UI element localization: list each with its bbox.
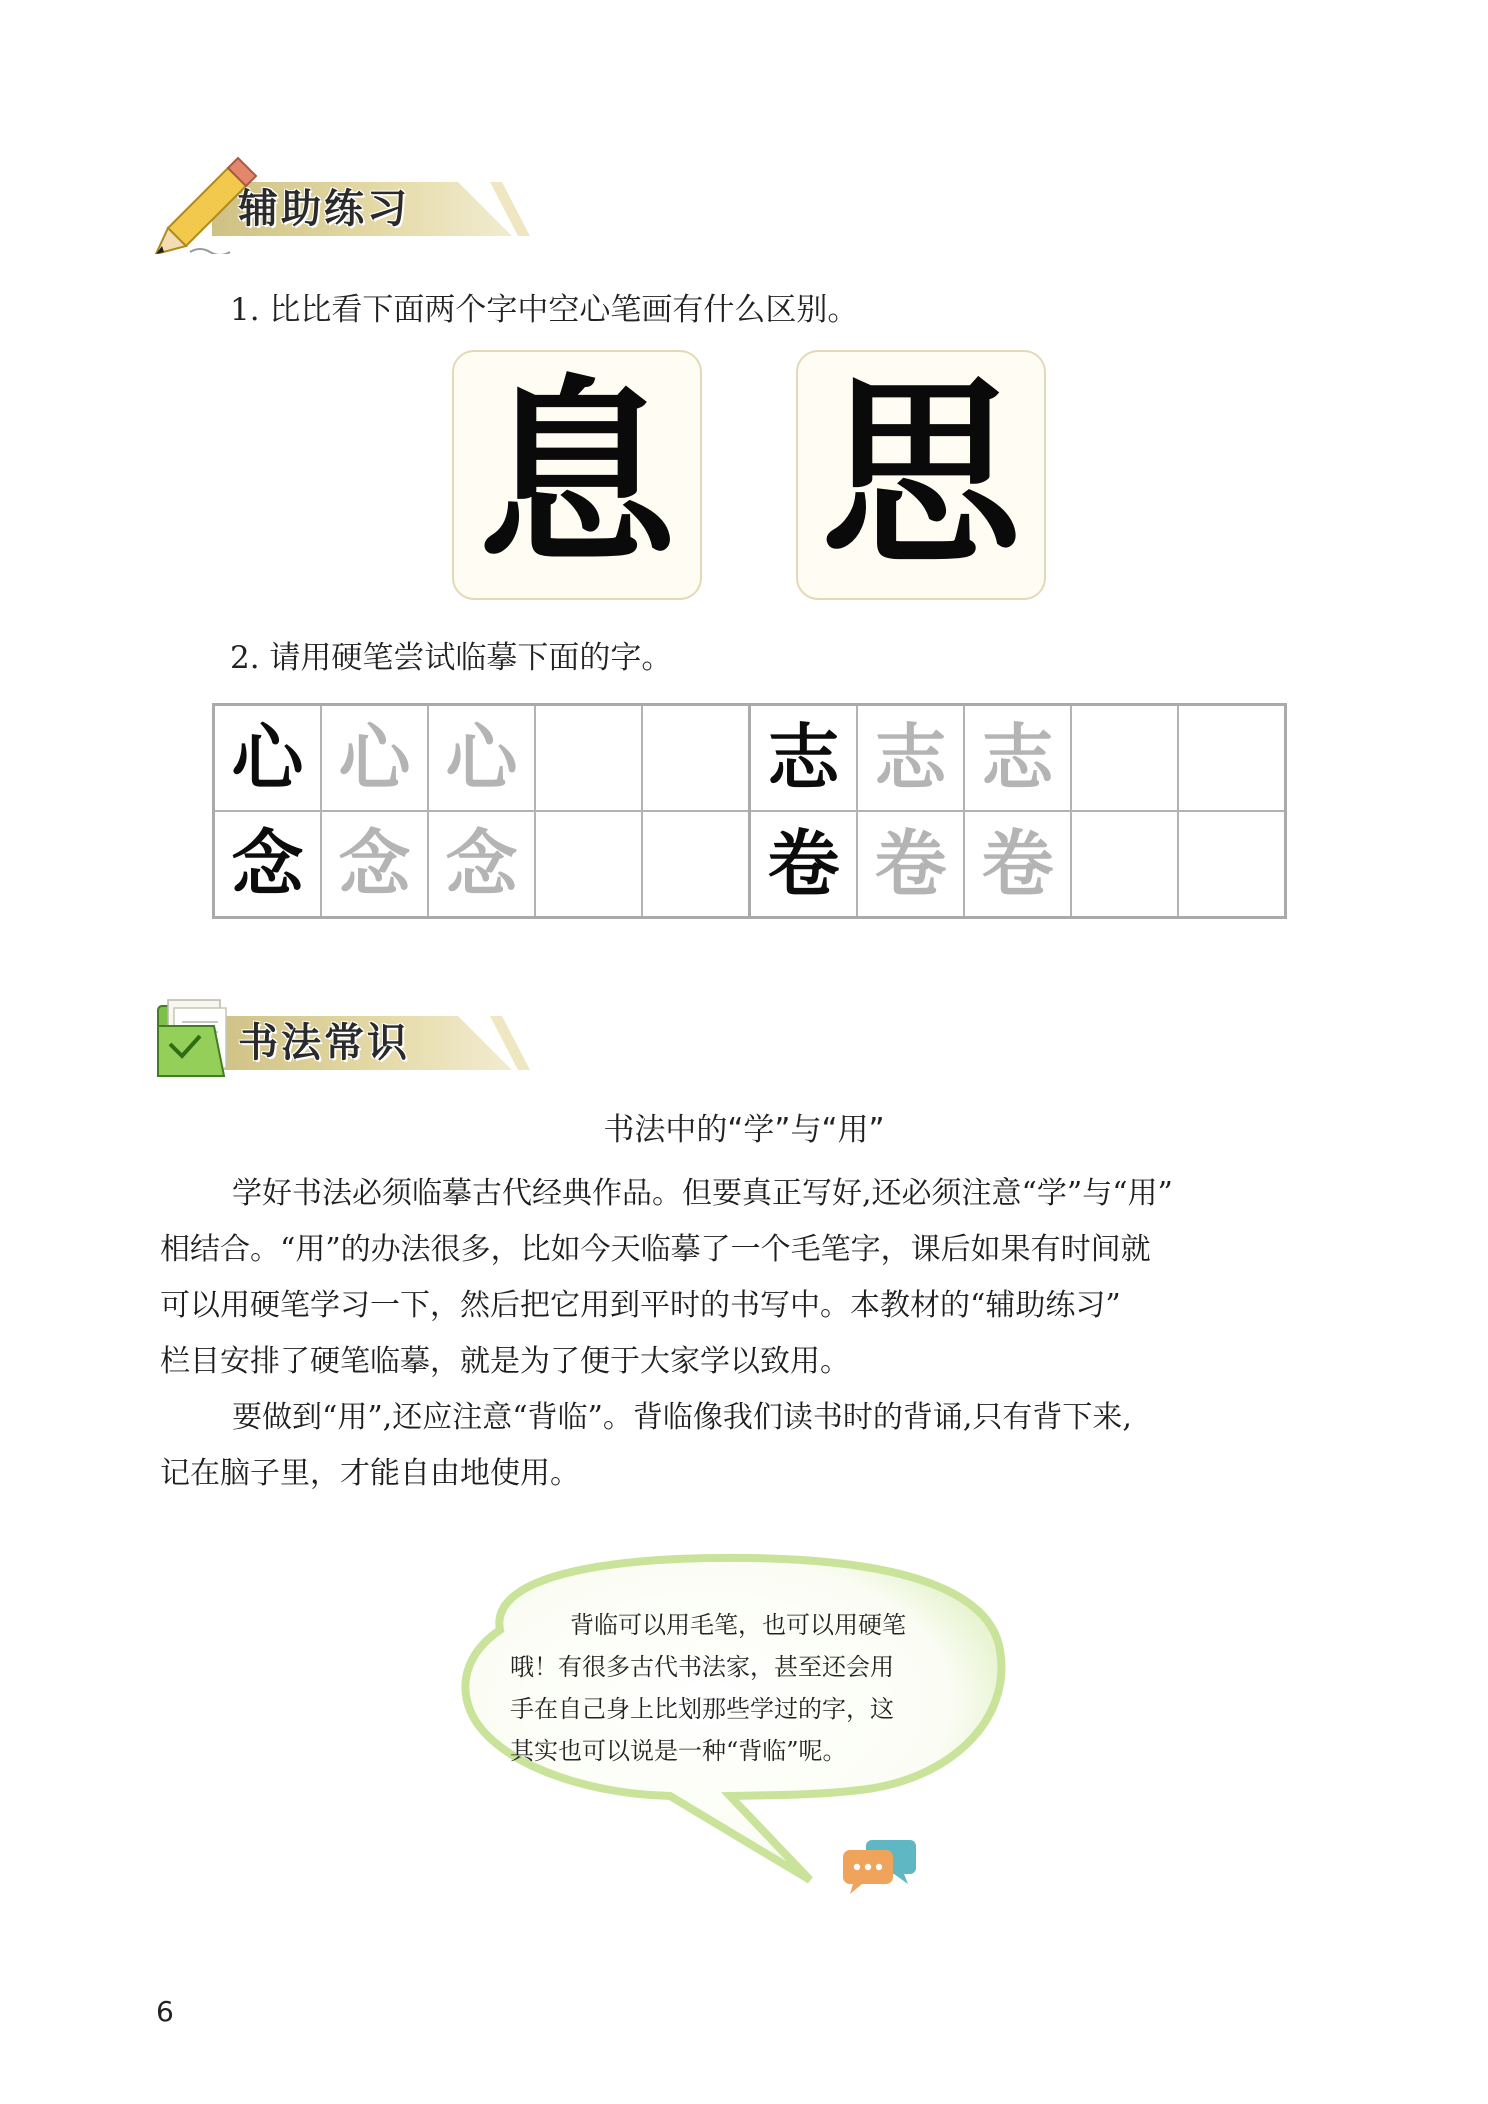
grid-cell[interactable] [535,705,642,812]
char-si: 思 [820,357,1021,592]
grid-cell[interactable] [1178,705,1286,812]
paragraph-line: 要做到“用”,还应注意“背临”。背临像我们读书时的背诵,只有背下来, [232,1400,1132,1435]
bubble-line: 其实也可以说是一种“背临”呢。 [510,1737,847,1765]
paragraph-line: 学好书法必须临摹古代经典作品。但要真正写好,还必须注意“学”与“用” [232,1176,1173,1211]
grid-row [214,705,1286,812]
grid-cell[interactable]: 心 [321,705,428,812]
grid-cell[interactable] [1071,705,1178,812]
grid-cell[interactable]: 念 [214,811,322,918]
char-box-si [796,350,1046,600]
grid-cell[interactable] [535,811,642,918]
grid-cell[interactable]: 卷 [857,811,964,918]
grid-cell[interactable] [642,705,750,812]
paragraph-1 [160,1166,1340,1390]
grid-cell[interactable] [642,811,750,918]
chat-bubble-icon [842,1836,918,1896]
bubble-line: 背临可以用毛笔，也可以用硬笔 [570,1611,906,1639]
question-1: 1. 比比看下面两个字中空心笔画有什么区别。 [230,292,859,328]
practice-grid [212,703,1287,919]
paragraph-line: 栏目安排了硬笔临摹，就是为了便于大家学以致用。 [160,1344,850,1379]
grid-cell[interactable]: 卷 [964,811,1071,918]
article-title: 书法中的“学”与“用” [603,1112,885,1148]
paragraph-line: 可以用硬笔学习一下，然后把它用到平时的书写中。本教材的“辅助练习” [160,1288,1121,1323]
grid-cell[interactable]: 念 [428,811,535,918]
paragraph-line: 记在脑子里，才能自由地使用。 [160,1456,580,1491]
grid-cell[interactable] [1178,811,1286,918]
grid-cell[interactable]: 心 [428,705,535,812]
grid-cell[interactable]: 志 [750,705,858,812]
bubble-text [510,1604,980,1772]
grid-cell[interactable]: 念 [321,811,428,918]
section-banner-knowledge [150,1010,570,1072]
bubble-line: 哦！有很多古代书法家，甚至还会用 [510,1653,894,1681]
question-2: 2. 请用硬笔尝试临摹下面的字。 [230,640,673,676]
bubble-line: 手在自己身上比划那些学过的字，这 [510,1695,894,1723]
char-xi: 息 [476,357,677,592]
pencil-icon [150,154,260,254]
char-box-xi [452,350,702,600]
grid-cell[interactable]: 卷 [750,811,858,918]
grid-cell[interactable]: 志 [857,705,964,812]
grid-row [214,811,1286,918]
folder-icon [154,996,238,1080]
section-title: 辅助练习 [238,186,410,232]
grid-cell[interactable]: 心 [214,705,322,812]
grid-cell[interactable]: 志 [964,705,1071,812]
section-banner-practice [150,176,570,238]
paragraph-line: 相结合。“用”的办法很多，比如今天临摹了一个毛笔字，课后如果有时间就 [160,1232,1151,1267]
grid-cell[interactable] [1071,811,1178,918]
page-number: 6 [156,1995,174,2028]
section-title: 书法常识 [238,1020,410,1066]
paragraph-2 [160,1390,1340,1502]
